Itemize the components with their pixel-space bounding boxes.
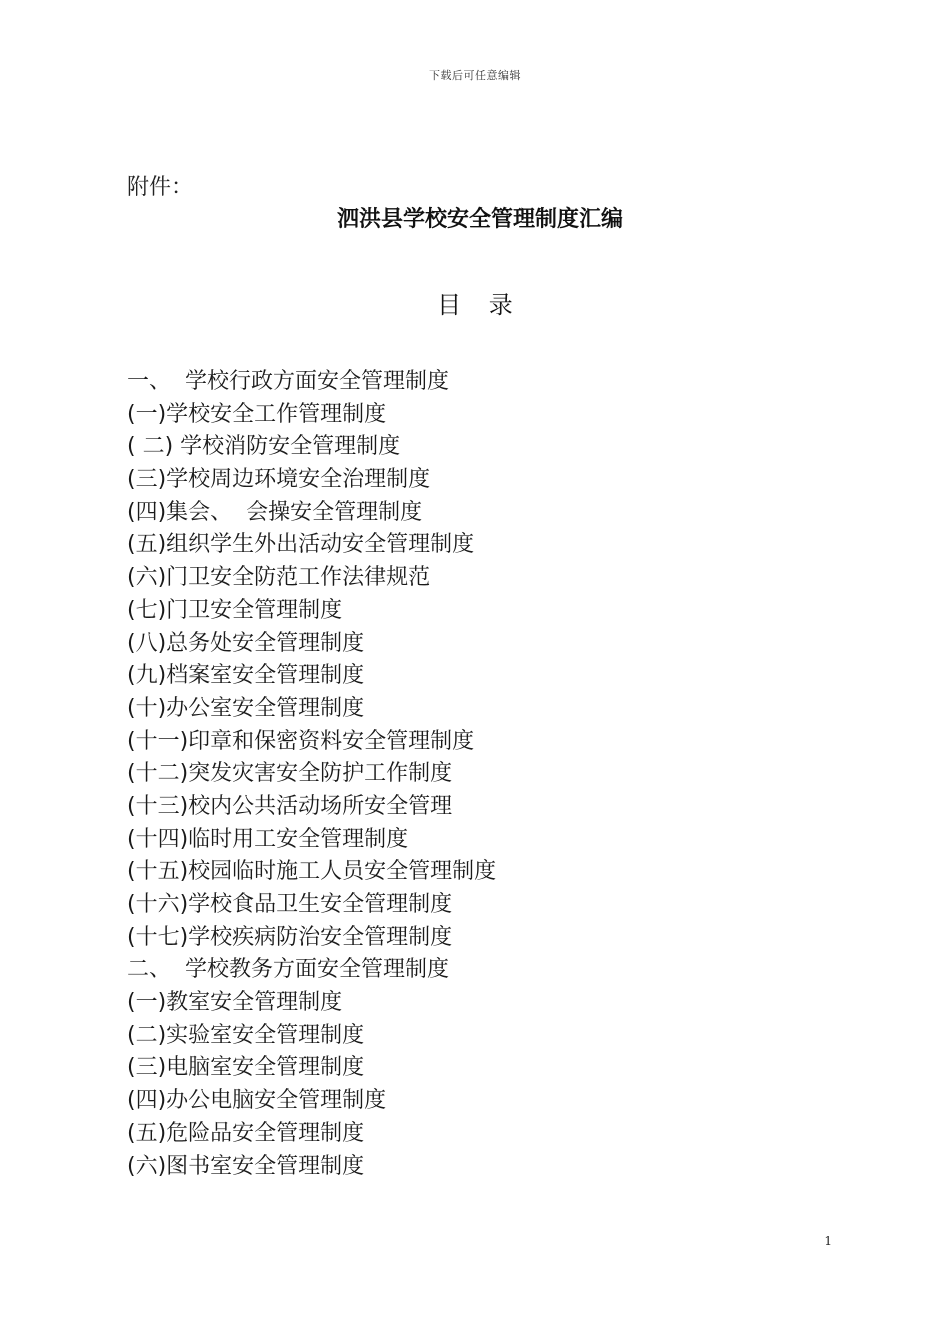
attachment-label: 附件：: [127, 175, 194, 200]
toc-item[interactable]: 二、 学校教务方面安全管理制度: [127, 957, 449, 983]
toc-item[interactable]: (八)总务处安全管理制度: [127, 630, 365, 656]
toc-item[interactable]: (五)危险品安全管理制度: [127, 1120, 365, 1146]
header-note: 下载后可任意编辑: [429, 69, 521, 82]
toc-item[interactable]: (十)办公室安全管理制度: [127, 695, 365, 721]
toc-item[interactable]: (六)图书室安全管理制度: [127, 1153, 365, 1179]
table-of-contents: [127, 366, 827, 1183]
page-number: 1: [824, 1234, 832, 1248]
toc-item[interactable]: (四)集会、 会操安全管理制度: [127, 499, 423, 525]
toc-item[interactable]: (六)门卫安全防范工作法律规范: [127, 565, 431, 591]
toc-item[interactable]: (一)学校安全工作管理制度: [127, 401, 387, 427]
toc-item[interactable]: (十三)校内公共活动场所安全管理: [127, 793, 453, 819]
toc-item[interactable]: ( 二) 学校消防安全管理制度: [127, 434, 401, 460]
toc-item[interactable]: (四)办公电脑安全管理制度: [127, 1088, 387, 1114]
toc-heading: 目 录: [437, 291, 523, 319]
toc-item[interactable]: (七)门卫安全管理制度: [127, 597, 343, 623]
toc-item[interactable]: (二)实验室安全管理制度: [127, 1022, 365, 1048]
toc-item[interactable]: (三)学校周边环境安全治理制度: [127, 467, 431, 493]
toc-item[interactable]: (一)教室安全管理制度: [127, 990, 343, 1016]
toc-item[interactable]: (十五)校园临时施工人员安全管理制度: [127, 859, 497, 885]
toc-item[interactable]: (十七)学校疾病防治安全管理制度: [127, 924, 453, 950]
toc-item[interactable]: (十二)突发灾害安全防护工作制度: [127, 761, 453, 787]
toc-item[interactable]: (十一)印章和保密资料安全管理制度: [127, 728, 475, 754]
toc-item[interactable]: (三)电脑室安全管理制度: [127, 1055, 365, 1081]
toc-item[interactable]: (十四)临时用工安全管理制度: [127, 826, 409, 852]
document-title: 泗洪县学校安全管理制度汇编: [336, 207, 623, 232]
toc-item[interactable]: (五)组织学生外出活动安全管理制度: [127, 532, 475, 558]
toc-item[interactable]: (九)档案室安全管理制度: [127, 663, 365, 689]
toc-item[interactable]: 一、 学校行政方面安全管理制度: [127, 369, 449, 394]
toc-item[interactable]: (十六)学校食品卫生安全管理制度: [127, 892, 453, 917]
